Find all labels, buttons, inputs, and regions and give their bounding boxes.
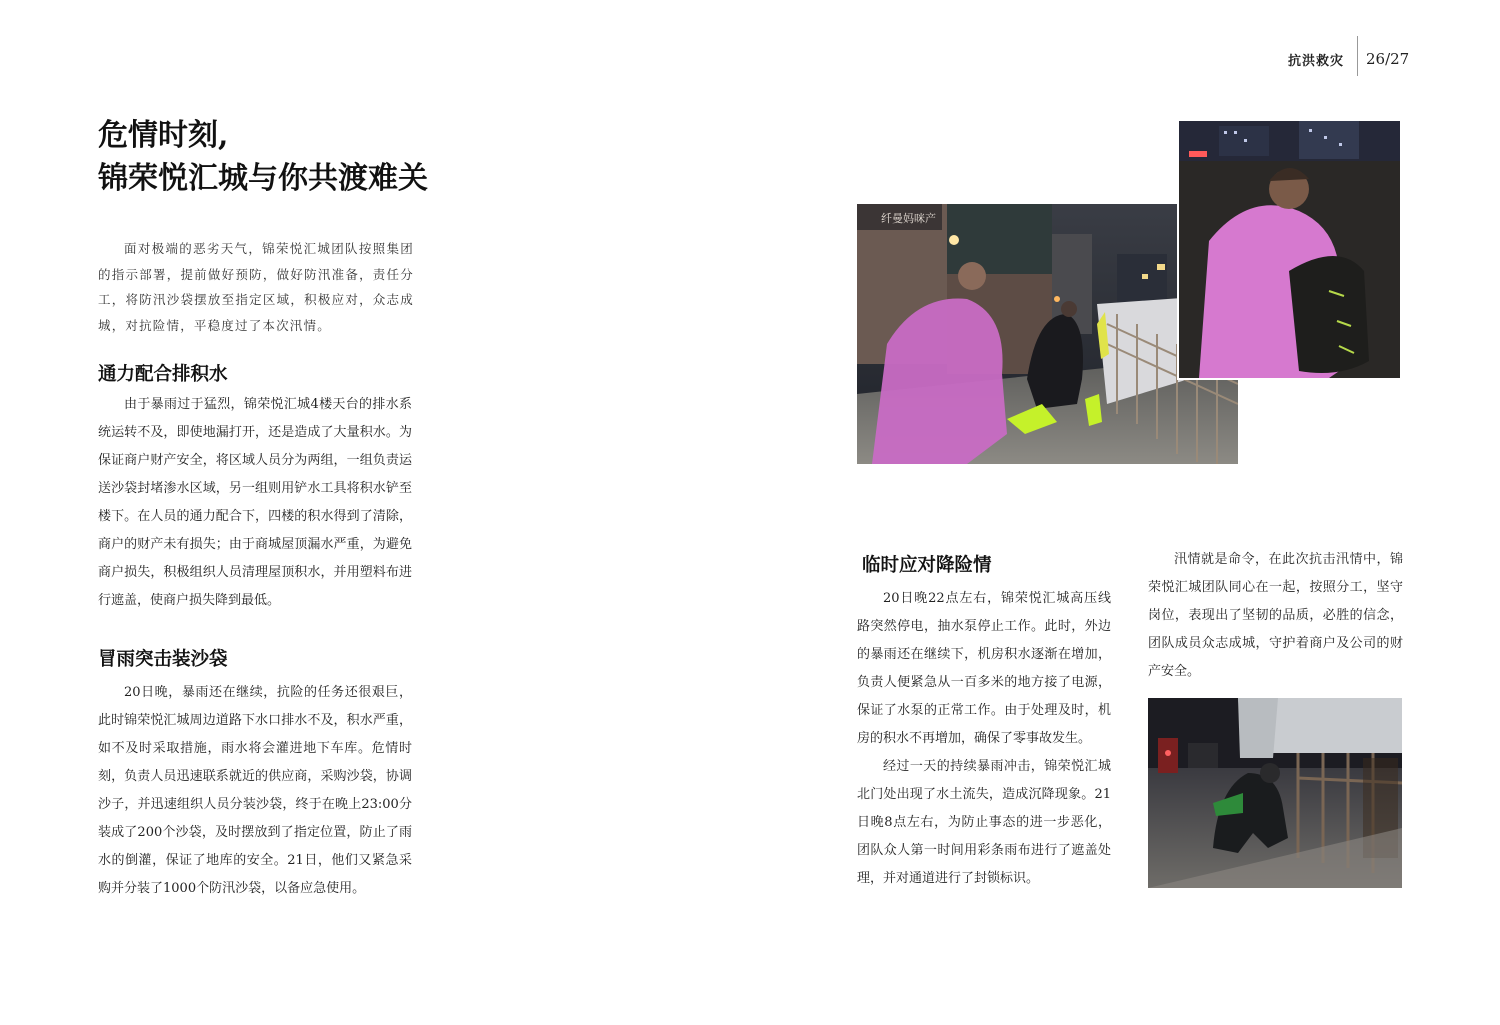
paragraph: 汛情就是命令，在此次抗击汛情中，锦荣悦汇城团队同心在一起，按照分工，坚守岗位，表现出了坚韧的品质，必胜的信念，团队成员众志成城，守护着商户及公司的财产安全。 <box>1148 552 1403 679</box>
shop-sign-text: 纤曼妈咪产 <box>881 212 936 225</box>
section-body-sandbags <box>98 679 412 903</box>
section-tag: 抗洪救灾 <box>1288 54 1345 69</box>
intro-paragraph: 面对极端的恶劣天气，锦荣悦汇城团队按照集团的指示部署，提前做好预防，做好防汛准备，责任分工，将防汛沙袋摆放至指定区域，积极应对，众志成城，对抗险情，平稳度过了本次汛情。 <box>98 241 414 334</box>
header-divider <box>1357 36 1358 76</box>
page-title-line1: 危情时刻, <box>98 118 229 153</box>
paragraph: 20日晚，暴雨还在继续，抗险的任务还很艰巨，此时锦荣悦汇城周边道路下水口排水不及，积水严重，如不及时采取措施，雨水将会灌进地下车库。危情时刻，负责人员迅速联系就近的供应商，采购沙袋，协调沙子，并迅速组织人员分装沙袋，终于在晚上23:00分装成了200个沙袋，及时摆放到了指定位置，防止了雨水的倒灌，保证了地库的安全。21日，他们又紧急采购并分装了1000个防汛沙袋，以备应急使用。 <box>98 685 412 896</box>
closing-paragraph <box>1148 546 1403 686</box>
page-title-line2: 锦荣悦汇城与你共渡难关 <box>98 161 428 196</box>
photo-worker-crouching-covering <box>1148 698 1402 888</box>
paragraph: 20日晚22点左右，锦荣悦汇城高压线路突然停电，抽水泵停止工作。此时，外边的暴雨还在继续下，机房积水逐渐在增加，负责人便紧急从一百多米的地方接了电源，保证了水泵的正常工作。由于处理及时，机房的积水不再增加，确保了零事故发生。 <box>857 591 1111 746</box>
section-heading-power: 临时应对降险情 <box>862 555 992 576</box>
section-body-power <box>857 585 1111 893</box>
section-heading-sandbags: 冒雨突击装沙袋 <box>98 649 228 670</box>
section-body-drainage <box>98 391 412 615</box>
page-title <box>98 114 428 200</box>
photo-worker-pink-raincoat <box>1177 119 1402 380</box>
page-number: 26/27 <box>1366 50 1410 68</box>
paragraph: 由于暴雨过于猛烈，锦荣悦汇城4楼天台的排水系统运转不及，即使地漏打开，还是造成了大量积水。为保证商户财产安全，将区域人员分为两组，一组负责运送沙袋封堵渗水区域，另一组则用铲水工具将积水铲至楼下。在人员的通力配合下，四楼的积水得到了清除，商户的财产未有损失；由于商城屋顶漏水严重，为避免商户损失，积极组织人员清理屋顶积水，并用塑料布进行遮盖，使商户损失降到最低。 <box>98 397 412 608</box>
section-heading-drainage: 通力配合排积水 <box>98 364 228 385</box>
paragraph: 经过一天的持续暴雨冲击，锦荣悦汇城北门处出现了水土流失，造成沉降现象。21日晚8点左右，为防止事态的进一步恶化，团队众人第一时间用彩条雨布进行了遮盖处理，并对通道进行了封锁标识。 <box>857 759 1111 886</box>
